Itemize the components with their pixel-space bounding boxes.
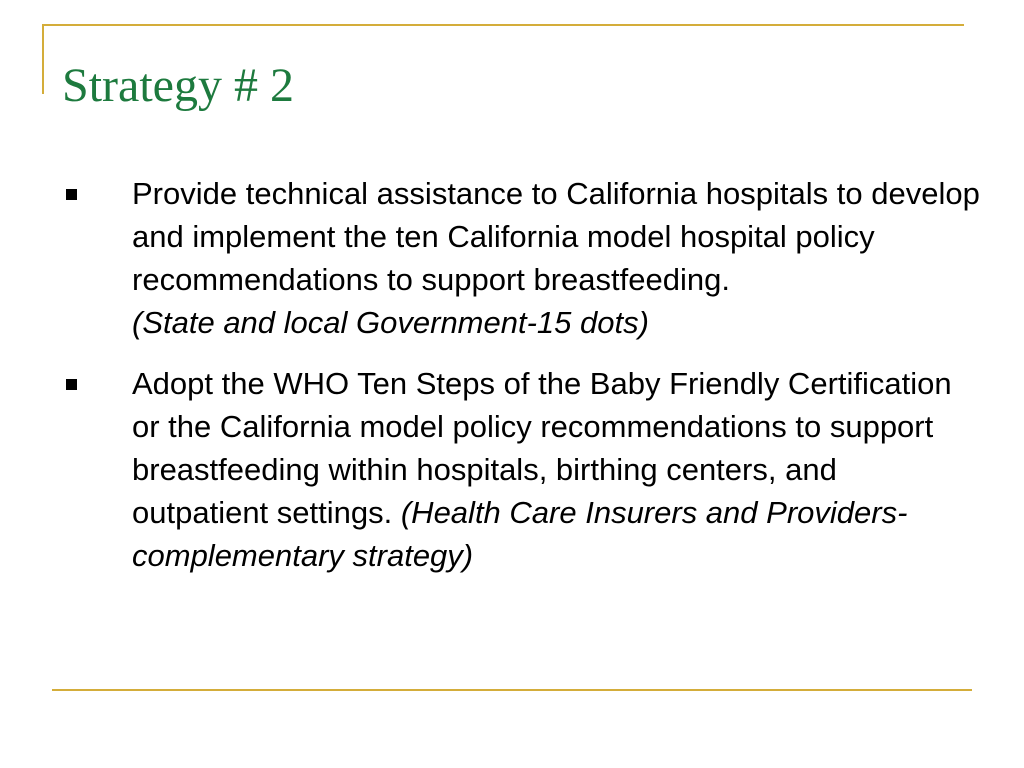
square-bullet-icon (66, 379, 77, 390)
bullet-list (60, 172, 980, 595)
bullet-text-2: Adopt the WHO Ten Steps of the Baby Friendly Certification or the California model policy recommendations to support breastfeeding within hospitals, birthing centers, and outpatient settings. (132, 366, 952, 530)
bullet-item-2 (60, 362, 980, 577)
bullet-note-2: (Health Care Insurers and Providers-complementary strategy) (132, 495, 908, 573)
bullet-item-1 (60, 172, 980, 344)
bullet-text-1: Provide technical assistance to California hospitals to develop and implement the ten California model hospital policy recommendations to support breastfeeding. (132, 176, 980, 297)
frame-line-top (42, 24, 964, 26)
frame-line-bottom (52, 689, 972, 691)
square-bullet-icon (66, 189, 77, 200)
slide-title: Strategy # 2 (62, 59, 294, 112)
bullet-note-1: (State and local Government-15 dots) (132, 305, 649, 340)
frame-line-left (42, 24, 44, 94)
